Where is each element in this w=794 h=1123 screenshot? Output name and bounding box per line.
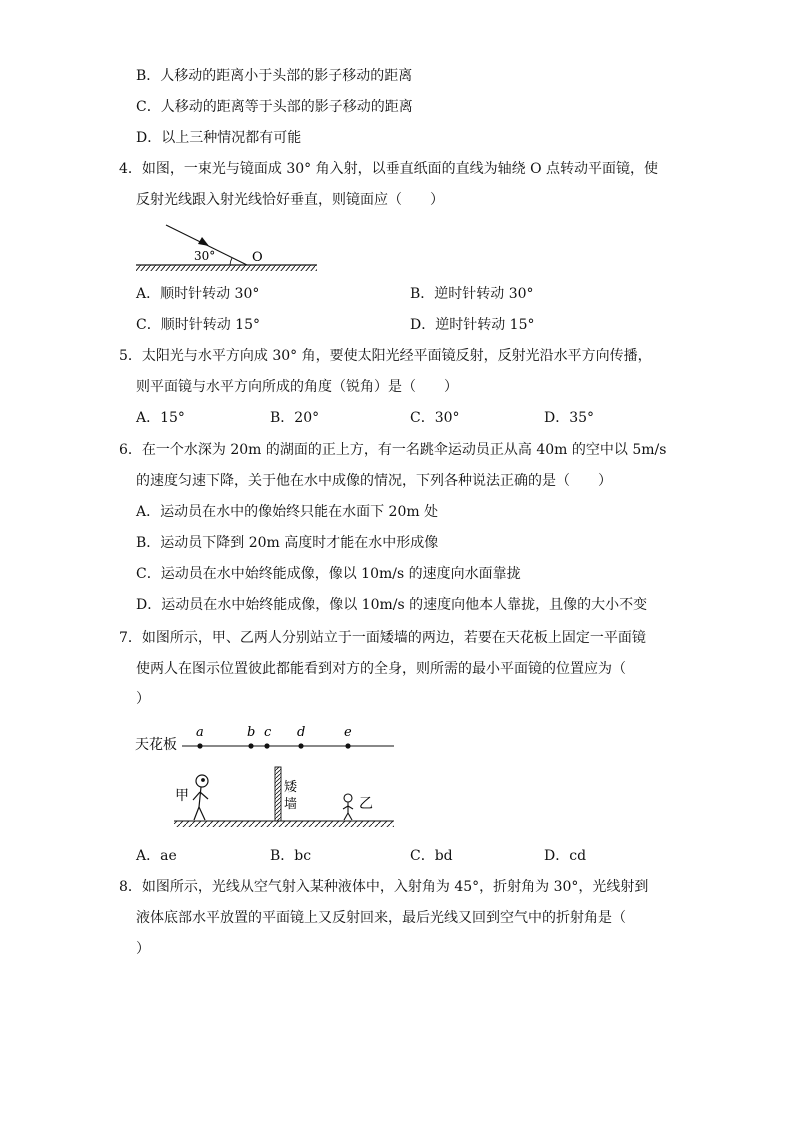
q4-mirror-figure — [130, 218, 325, 274]
q4-option-d: D．逆时针转动 15° — [410, 317, 535, 333]
low-wall — [275, 767, 281, 821]
wall-label-2: 墙 — [284, 797, 298, 812]
q8-stem-line1: 8．如图所示，光线从空气射入某种液体中，入射角为 45°，折射角为 30°，光线射到 — [119, 879, 649, 895]
q6-option-a: A．运动员在水中的像始终只能在水面下 20m 处 — [136, 504, 439, 520]
q6-option-c: C．运动员在水中始终能成像，像以 10m/s 的速度向水面靠拢 — [136, 566, 521, 582]
point-c-label: c — [264, 725, 272, 740]
person-jia-icon — [193, 775, 208, 820]
q7-stem-line2: 使两人在图示位置彼此都能看到对方的全身，则所需的最小平面镜的位置应为（ — [136, 661, 626, 677]
wall-label-1: 矮 — [284, 780, 298, 795]
q5-stem-line2: 则平面镜与水平方向所成的角度（锐角）是（ ） — [136, 379, 458, 395]
q6-option-b: B．运动员下降到 20m 高度时才能在水中形成像 — [136, 535, 439, 551]
q3-option-d: D．以上三种情况都有可能 — [136, 130, 302, 146]
ground-hatching — [174, 821, 394, 827]
q5-stem-line1: 5．太阳光与水平方向成 30° 角，要使太阳光经平面镜反射，反射光沿水平方向传播， — [119, 348, 652, 364]
point-b — [248, 743, 253, 748]
point-b-label: b — [247, 725, 256, 740]
q7-ceiling-figure — [132, 722, 402, 832]
q4-stem-line2: 反射光线跟入射光线恰好垂直，则镜面应（ ） — [136, 192, 444, 208]
q5-option-b: B．20° — [270, 410, 320, 426]
point-c — [264, 743, 269, 748]
q6-option-d: D．运动员在水中始终能成像，像以 10m/s 的速度向他本人靠拢，且像的大小不变 — [136, 597, 648, 613]
q8-stem-line3: ） — [136, 941, 150, 957]
angle-label: 30° — [194, 249, 216, 263]
q3-option-b: B．人移动的距离小于头部的影子移动的距离 — [136, 68, 413, 84]
q5-option-d: D．35° — [544, 410, 595, 426]
q6-stem-line1: 6．在一个水深为 20m 的湖面的正上方，有一名跳伞运动员正从高 40m 的空中以 5m/s — [119, 442, 667, 458]
q7-option-c: C．bd — [410, 848, 453, 864]
point-d-label: d — [297, 725, 306, 740]
q7-option-a: A．ae — [136, 848, 177, 864]
q3-option-c: C．人移动的距离等于头部的影子移动的距离 — [136, 99, 413, 115]
ray-arrow-icon — [198, 237, 209, 246]
point-d — [298, 743, 303, 748]
person-yi-label: 乙 — [359, 796, 373, 812]
angle-arc — [230, 258, 232, 265]
q7-option-d: D．cd — [544, 848, 587, 864]
point-a — [197, 743, 202, 748]
q4-option-c: C．顺时针转动 15° — [136, 317, 260, 333]
q4-option-b: B．逆时针转动 30° — [410, 286, 534, 302]
q7-stem-line1: 7．如图所示，甲、乙两人分别站立于一面矮墙的两边，若要在天花板上固定一平面镜 — [119, 630, 646, 646]
q6-stem-line2: 的速度匀速下降，关于他在水中成像的情况，下列各种说法正确的是（ ） — [136, 473, 612, 489]
q7-stem-line3: ） — [136, 691, 150, 707]
q5-option-a: A．15° — [136, 410, 185, 426]
q4-stem-line1: 4．如图，一束光与镜面成 30° 角入射，以垂直纸面的直线为轴绕 O 点转动平面镜，使 — [119, 161, 658, 177]
q4-option-a: A．顺时针转动 30° — [136, 286, 260, 302]
q8-stem-line2: 液体底部水平放置的平面镜上又反射回来，最后光线又回到空气中的折射角是（ — [136, 910, 626, 926]
point-e-label: e — [344, 725, 352, 740]
ceiling-label: 天花板 — [135, 737, 177, 753]
person-yi-icon — [343, 794, 353, 820]
q5-option-c: C．30° — [410, 410, 460, 426]
point-o-label: O — [252, 250, 263, 265]
person-jia-label: 甲 — [175, 788, 189, 804]
mirror-hatching — [136, 265, 317, 271]
point-e — [345, 743, 350, 748]
point-a-label: a — [196, 725, 204, 740]
q7-option-b: B．bc — [270, 848, 312, 864]
